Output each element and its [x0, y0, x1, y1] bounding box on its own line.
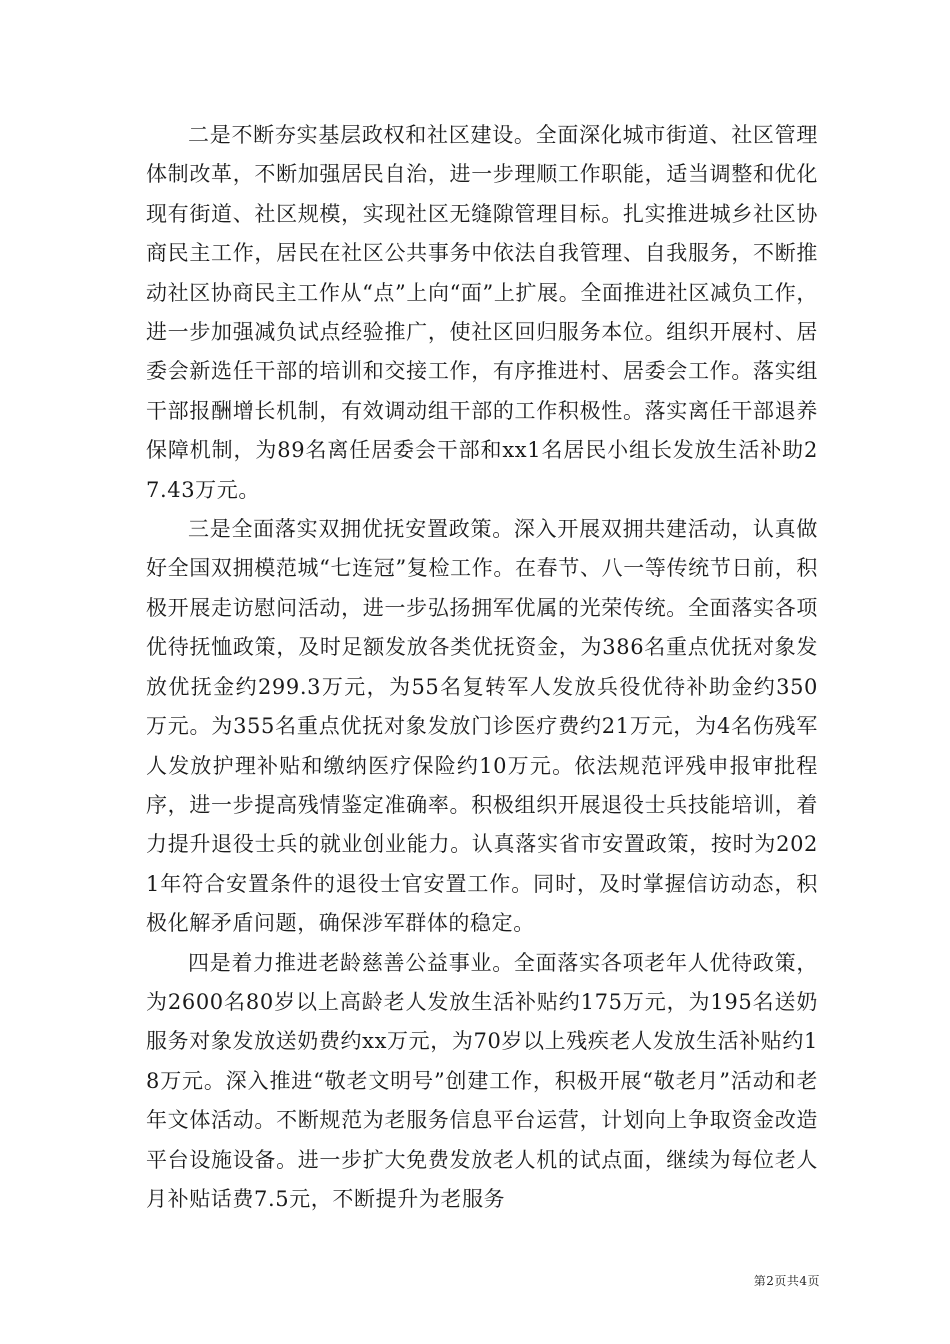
paragraph-community-building: 二是不断夯实基层政权和社区建设。全面深化城市街道、社区管理体制改革，不断加强居民自治，进一步理顺工作职能，适当调整和优化现有街道、社区规模，实现社区无缝隙管理目标。扎实推进城乡社区协商民主工作，居民在社区公共事务中依法自我管理、自我服务，不断推动社区协商民主工作从“点”上向“面”上扩展。全面推进社区减负工作，进一步加强减负试点经验推广，使社区回归服务本位。组织开展村、居委会新选任干部的培训和交接工作，有序推进村、居委会工作。落实组干部报酬增长机制，有效调动组干部的工作积极性。落实离任干部退养保障机制，为89名离任居委会干部和xx1名居民小组长发放生活补助27.43万元。 [146, 123, 818, 502]
document-body [146, 116, 818, 1219]
paragraph-elderly-welfare: 四是着力推进老龄慈善公益事业。全面落实各项老年人优待政策，为2600名80岁以上高龄老人发放生活补贴约175万元，为195名送奶服务对象发放送奶费约xx万元，为70岁以上残疾老人发放生活补贴约18万元。深入推进“敬老文明号”创建工作，积极开展“敬老月”活动和老年文体活动。不断规范为老服务信息平台运营，计划向上争取资金改造平台设施设备。进一步扩大免费发放老人机的试点面，继续为每位老人月补贴话费7.5元，不断提升为老服务 [146, 950, 818, 1211]
page-number: 第2页共4页 [753, 1274, 820, 1288]
paragraph-military-support: 三是全面落实双拥优抚安置政策。深入开展双拥共建活动，认真做好全国双拥模范城“七连冠”复检工作。在春节、八一等传统节日前，积极开展走访慰问活动，进一步弘扬拥军优属的光荣传统。全面落实各项优待抚恤政策，及时足额发放各类优抚资金，为386名重点优抚对象发放优抚金约299.3万元，为55名复转军人发放兵役优待补助金约350万元。为355名重点优抚对象发放门诊医疗费约21万元，为4名伤残军人发放护理补贴和缴纳医疗保险约10万元。依法规范评残申报审批程序，进一步提高残情鉴定准确率。积极组织开展退役士兵技能培训，着力提升退役士兵的就业创业能力。认真落实省市安置政策，按时为2021年符合安置条件的退役士官安置工作。同时，及时掌握信访动态，积极化解矛盾问题，确保涉军群体的稳定。 [146, 517, 818, 936]
